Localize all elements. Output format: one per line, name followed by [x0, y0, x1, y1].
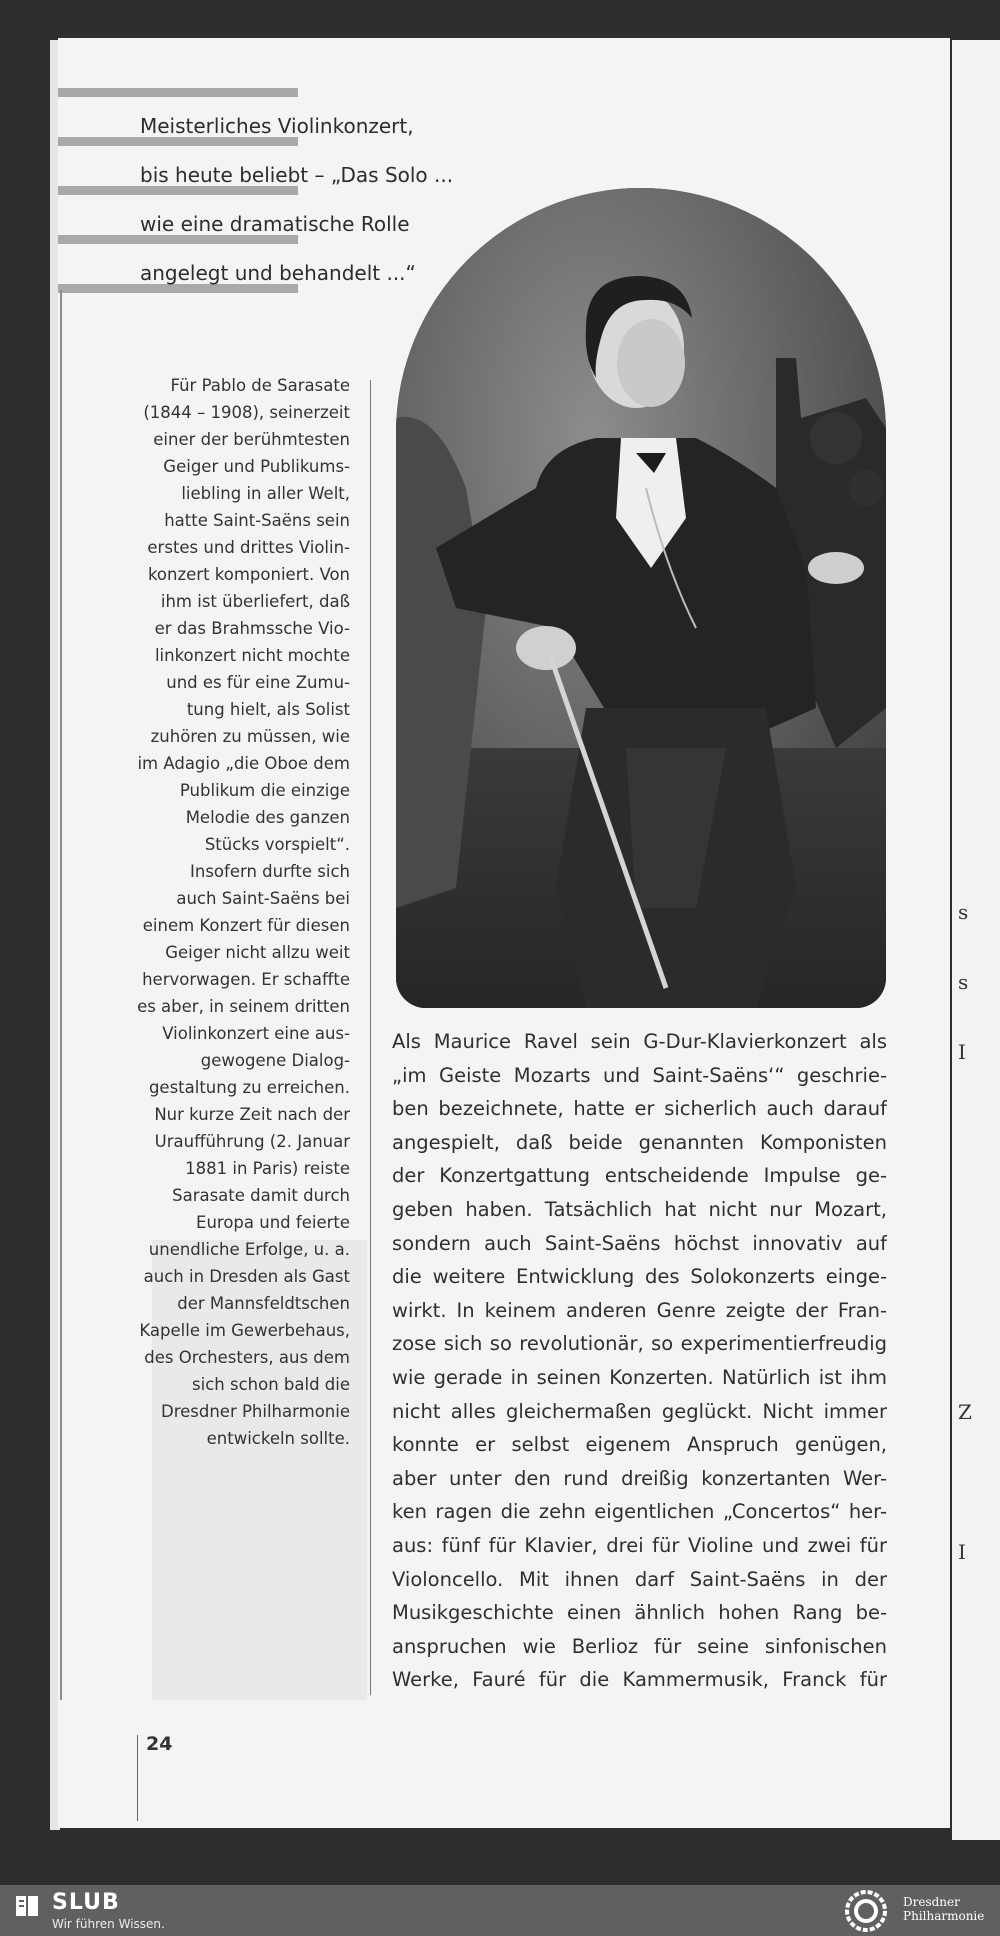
body-line: aber unter den rund dreißig konzertanten Wer- [392, 1466, 887, 1490]
orchestra-logo-icon[interactable] [842, 1889, 890, 1933]
body-line: Als Maurice Ravel sein G-Dur-Klavierkonzert als [392, 1030, 887, 1053]
sidebar-line: Stücks vorspielt“. [204, 835, 350, 854]
pull-quote [140, 102, 480, 298]
body-line: ken ragen die zehn eigentlichen „Concertos“ her- [392, 1500, 887, 1524]
sidebar-line: konzert komponiert. Von [147, 565, 350, 584]
sidebar-line: zuhören zu müssen, wie [150, 727, 350, 746]
sidebar-line: einer der berühmtesten [153, 430, 350, 449]
body-line: geben haben. Tatsächlich hat nicht nur Mozart, [392, 1197, 887, 1221]
sidebar-line: entwickeln sollte. [206, 1429, 350, 1448]
library-logo-text[interactable]: SLUB [52, 1890, 120, 1915]
page-number-rule [137, 1735, 138, 1821]
sidebar-text [118, 372, 350, 1452]
sidebar-line: 1881 in Paris) reiste [185, 1159, 350, 1178]
body-line: aus: fünf für Klavier, drei für Violine und zwei für [392, 1533, 887, 1557]
library-tagline: Wir führen Wissen. [52, 1917, 165, 1931]
body-line: Violoncello. Mit ihnen darf Saint-Saëns in der [392, 1567, 887, 1591]
page-number: 24 [146, 1733, 173, 1755]
sidebar-line: Kapelle im Gewerbehaus, [139, 1321, 350, 1340]
sidebar-line: es aber, in seinem dritten [137, 997, 350, 1016]
sidebar-line: Für Pablo de Sarasate [170, 376, 350, 395]
sidebar-line: Geiger nicht allzu weit [165, 943, 350, 962]
sidebar-line: linkonzert nicht mochte [154, 646, 350, 665]
body-line: Musikgeschichte einen ähnlich hohen Rang be- [392, 1601, 887, 1625]
sidebar-line: er das Brahmssche Vio- [154, 619, 350, 638]
body-line: wirkt. In keinem anderen Genre zeigte der Fran- [392, 1298, 887, 1322]
sidebar-line: Uraufführung (2. Januar [154, 1132, 350, 1151]
portrait-photo [396, 188, 886, 1008]
orchestra-logo-text[interactable] [903, 1895, 984, 1923]
sidebar-line: der Mannsfeldtschen [177, 1294, 350, 1313]
book-icon [14, 1893, 40, 1919]
body-line: Werke, Fauré für die Kammermusik, Franck für [392, 1668, 887, 1692]
sidebar-line: gestaltung zu erreichen. [148, 1078, 350, 1097]
margin-rule [60, 290, 62, 1700]
sidebar-line: Nur kurze Zeit nach der [154, 1105, 350, 1124]
orchestra-name-line: Dresdner [903, 1895, 960, 1909]
body-line: die weitere Entwicklung des Solokonzerts einge- [392, 1265, 887, 1289]
sidebar-line: ihm ist überliefert, daß [160, 592, 350, 611]
sidebar-line: Publikum die einzige [179, 781, 350, 800]
sidebar-line: und es für eine Zumu- [166, 673, 350, 692]
sidebar-line: Violinkonzert eine aus- [162, 1024, 350, 1043]
body-line: „im Geiste Mozarts und Saint-Saëns‘“ geschrie- [392, 1063, 887, 1087]
adjacent-page-edge: s s I Z I [952, 40, 1000, 1840]
body-line: konnte er selbst eigenem Anspruch genügen, [392, 1433, 887, 1457]
body-line: sondern auch Saint-Saëns höchst innovativ auf [392, 1231, 887, 1255]
sidebar-line: Insofern durfte sich [190, 862, 350, 881]
orchestra-name-line: Philharmonie [903, 1909, 985, 1923]
sidebar-line: des Orchesters, aus dem [144, 1348, 350, 1367]
sidebar-line: Melodie des ganzen [185, 808, 350, 827]
quote-line: bis heute beliebt – „Das Solo ... [140, 163, 454, 187]
sidebar-line: Dresdner Philharmonie [161, 1402, 350, 1421]
body-line: anspruchen wie Berlioz für seine sinfonischen [392, 1634, 887, 1658]
body-line: angespielt, daß beide genannten Komponisten [392, 1130, 887, 1154]
sidebar-line: gewogene Dialog- [200, 1051, 350, 1070]
quote-stripe [58, 88, 298, 97]
portrait-illustration [396, 188, 886, 1008]
body-line: ben bezeichnete, hatte er sicherlich auch darauf [392, 1097, 887, 1121]
body-line: zose sich so revolutionär, so experimentierfreudig [392, 1332, 887, 1356]
sidebar-line: auch Saint-Saëns bei [176, 889, 350, 908]
sidebar-line: einem Konzert für diesen [142, 916, 350, 935]
sidebar-line: unendliche Erfolge, u. a. [148, 1240, 350, 1259]
body-line: der Konzertgattung entscheidende Impulse ge- [392, 1164, 887, 1188]
sidebar-line: sich schon bald die [192, 1375, 350, 1394]
sidebar-line: Europa und feierte [196, 1213, 350, 1232]
sidebar-line: hervorwagen. Er schaffte [142, 970, 350, 989]
body-line: wie gerade in seinen Konzerten. Natürlich ist ihm [392, 1365, 887, 1389]
sidebar-line: (1844 – 1908), seinerzeit [143, 403, 350, 422]
sidebar-line: im Adagio „die Oboe dem [137, 754, 350, 773]
body-line: nicht alles gleichermaßen geglückt. Nicht immer [392, 1399, 887, 1423]
sidebar-line: liebling in aller Welt, [181, 484, 350, 503]
sidebar-line: hatte Saint-Saëns sein [164, 511, 350, 530]
sidebar-line: tung hielt, als Solist [186, 700, 350, 719]
sidebar-line: erstes und drittes Violin- [147, 538, 350, 557]
quote-line: Meisterliches Violinkonzert, [140, 114, 414, 138]
sidebar-line: Geiger und Publikums- [163, 457, 350, 476]
quote-line: wie eine dramatische Rolle [140, 212, 410, 236]
body-text [392, 1025, 887, 1697]
viewer-footer-bar [0, 1885, 1000, 1936]
sidebar-line: Sarasate damit durch [172, 1186, 350, 1205]
column-divider [370, 380, 371, 1695]
quote-line: angelegt und behandelt ...“ [140, 261, 416, 285]
sidebar-line: auch in Dresden als Gast [143, 1267, 350, 1286]
